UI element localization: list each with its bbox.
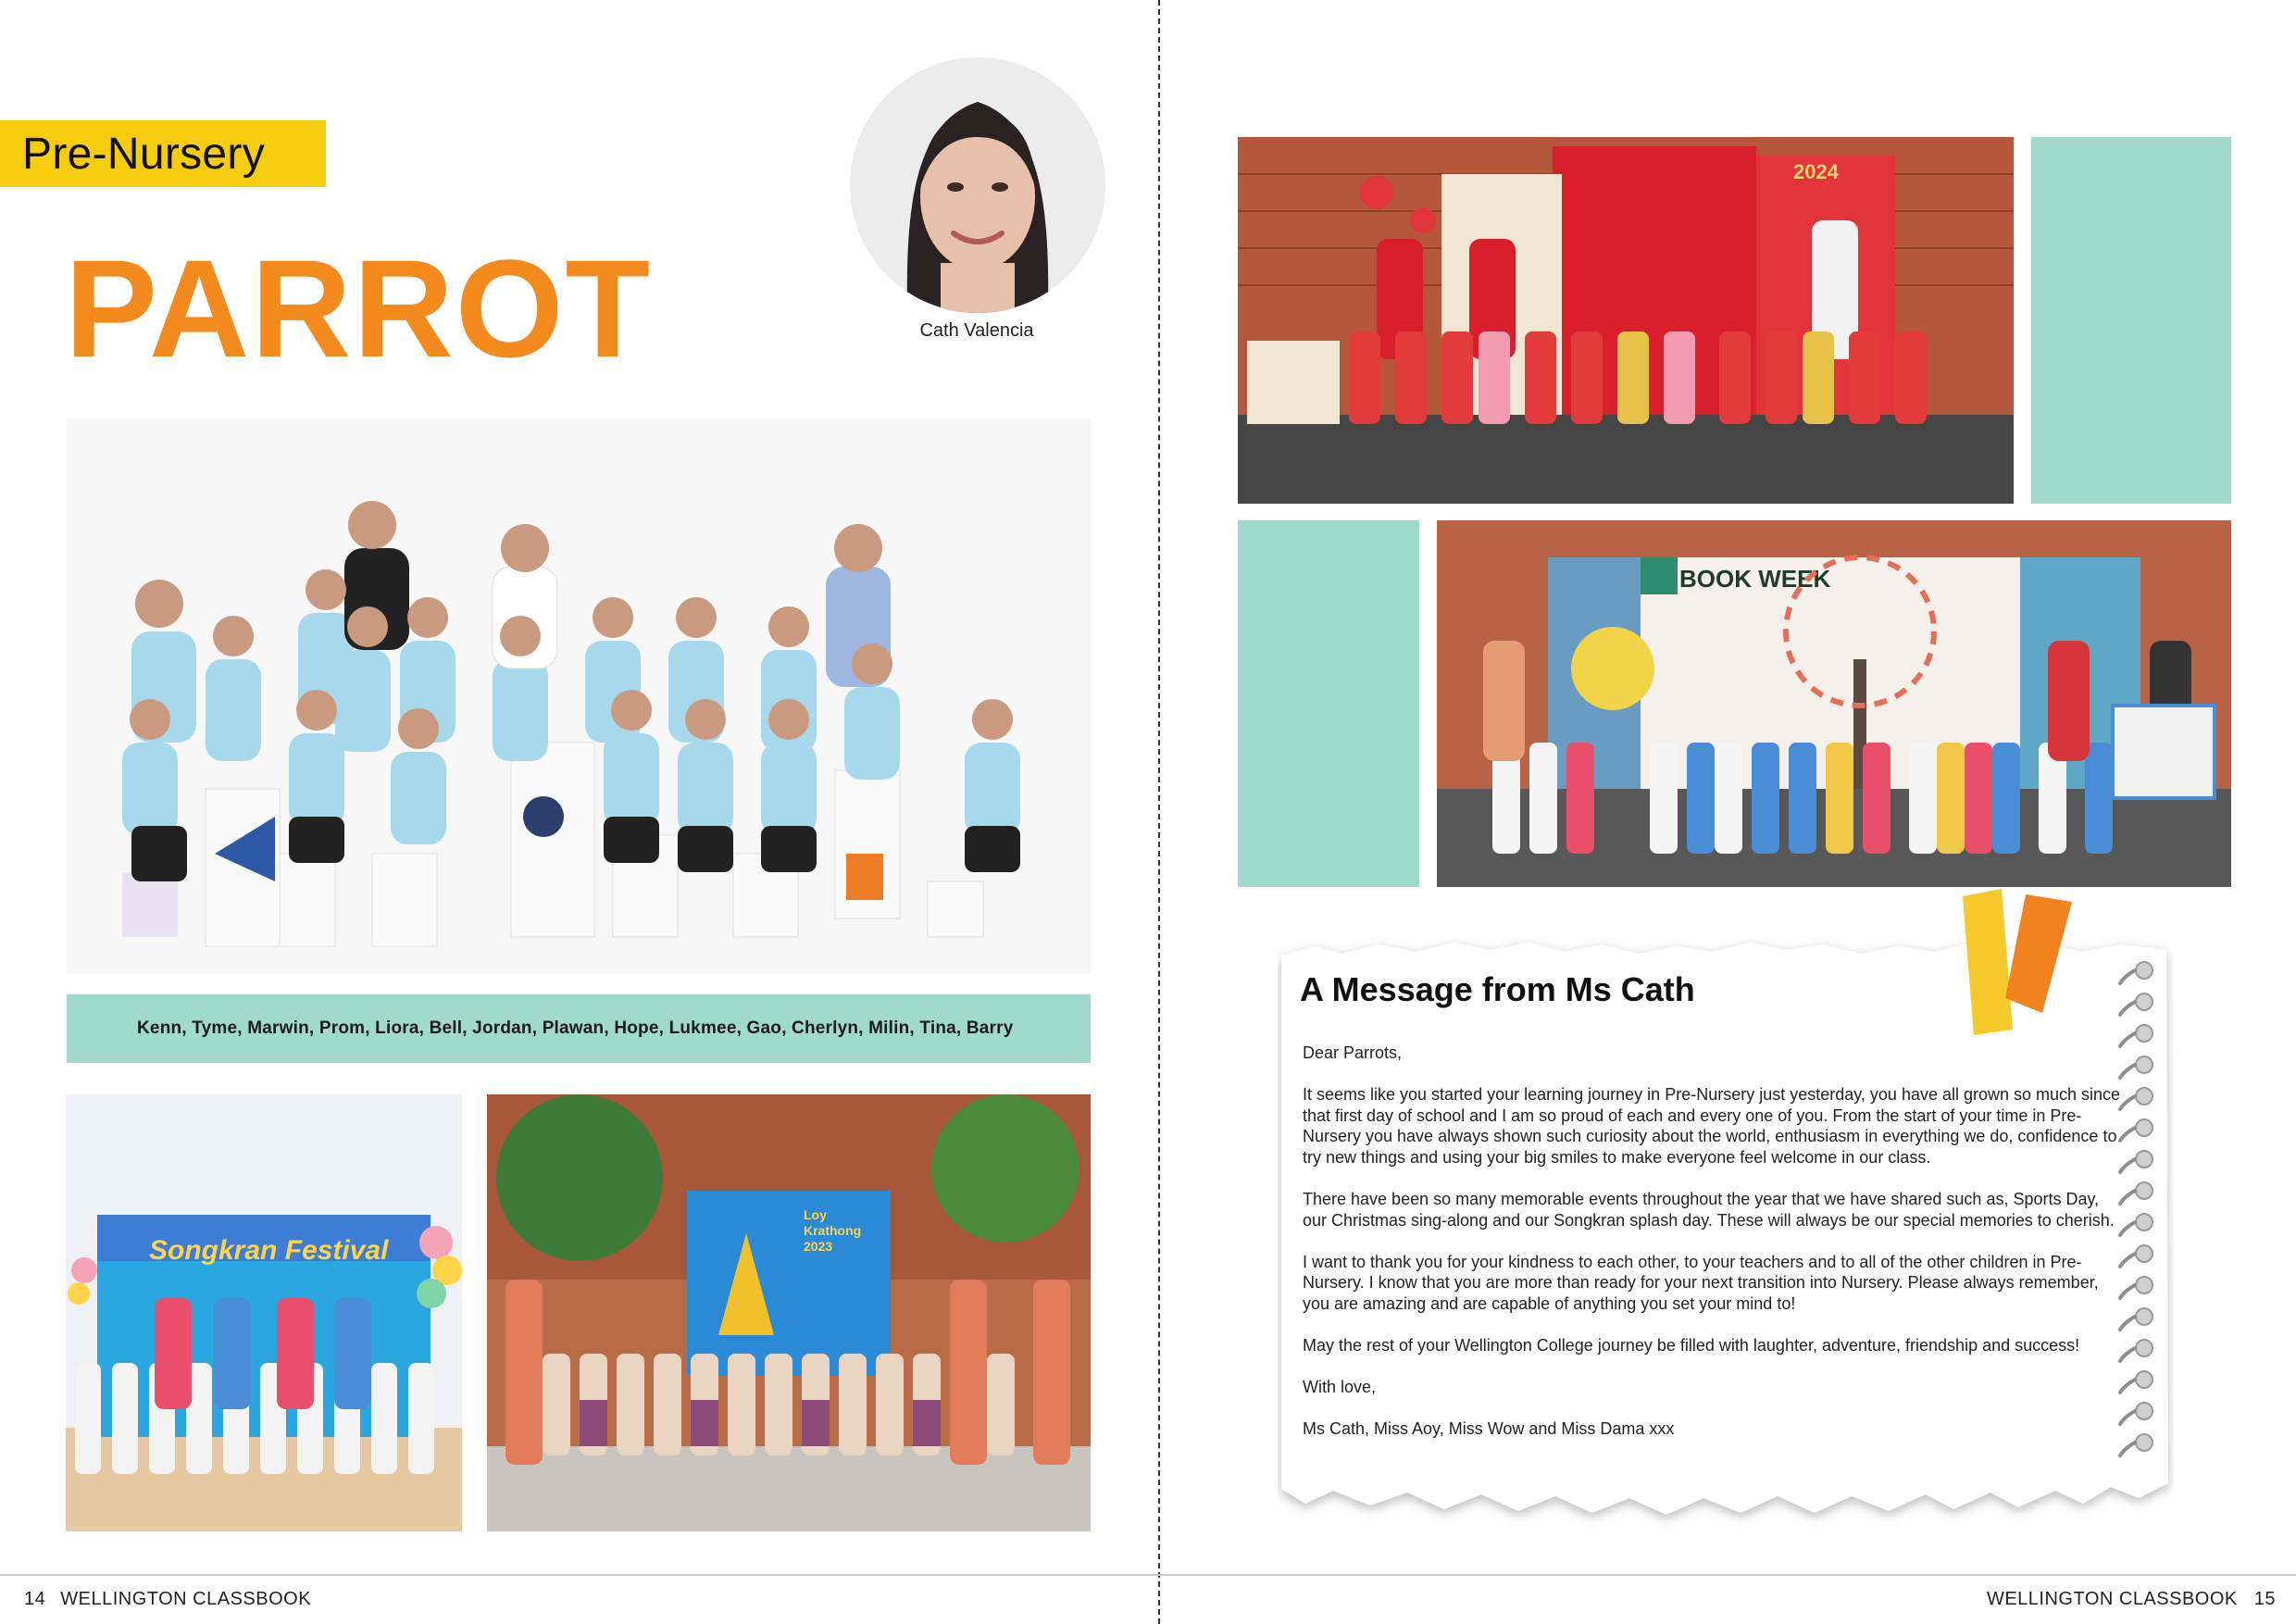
page-number-right: 15 [2253,1589,2276,1609]
message-title: A Message from Ms Cath [1300,970,1695,1008]
songkran-sign-text: Songkran Festival [149,1235,389,1266]
student-names-bar [67,994,1091,1063]
chinese-new-year-event-photo [1238,137,2014,504]
loy-krathong-event-photo [487,1094,1091,1531]
loykrathong-sign-line2: Krathong [804,1223,862,1238]
loykrathong-sign-year: 2023 [804,1239,833,1254]
songkran-event-photo [66,1094,462,1531]
mint-accent-block [2031,137,2231,504]
footer-rule [0,1574,2296,1576]
message-paragraph: It seems like you started your learning journey in Pre-Nursery just yesterday, you have all grown so much since that first day of school and I am so proud of each and every one of you. From the start of your time in Pre-Nursery you have always shown such curiosity about the world, enthusiasm in everything we do, confidence to try new things and using your big smiles to make everyone feel welcome in our class. [1303,1084,2121,1168]
message-greeting: Dear Parrots, [1303,1043,1403,1062]
message-body [1303,1043,2122,1459]
class-title: PARROT [65,231,653,386]
cny-year-text: 2024 [1793,160,1839,183]
page-number-left: 14 [24,1589,46,1609]
book-week-event-photo [1437,520,2231,887]
teacher-name: Cath Valencia [919,320,1034,341]
bookweek-sign-text: BOOK WEEK [1679,565,1831,593]
section-label: Pre-Nursery [22,129,266,179]
footer-right [1987,1589,2276,1610]
loykrathong-sign-line1: Loy [804,1207,827,1222]
message-signature: Ms Cath, Miss Aoy, Miss Wow and Miss Dama xxx [1303,1418,1675,1438]
mint-accent-block [1238,520,1419,887]
footer-left-text: WELLINGTON CLASSBOOK [60,1589,312,1609]
teacher-avatar [850,57,1105,313]
student-names: Kenn, Tyme, Marwin, Prom, Liora, Bell, Jordan, Plawan, Hope, Lukmee, Gao, Cherlyn, Milin, Tina, Barry [137,1018,1014,1038]
footer-left [24,1589,311,1610]
message-paragraph: There have been so many memorable events throughout the year that we have shared such as, Sports Day, our Christmas sing-along and our Songkran splash day. These will always be our special memories to cherish. [1303,1189,2115,1230]
section-label-box [0,120,326,187]
page-spine-divider [1158,0,1160,1624]
tape-strips-decoration [1953,889,2074,1037]
class-group-photo [67,418,1091,974]
message-closing: With love, [1303,1377,1377,1396]
message-paragraph: May the rest of your Wellington College journey be filled with laughter, adventure, friendship and success! [1303,1335,2080,1355]
footer-right-text: WELLINGTON CLASSBOOK [1986,1589,2238,1609]
message-paragraph: I want to thank you for your kindness to each other, to your teachers and to all of the other children in Pre- Nursery. I know that you are more than ready for your next transition into Nursery. Please always remember, you are amazing and are capable of anything you set your mind to! [1303,1252,2099,1314]
